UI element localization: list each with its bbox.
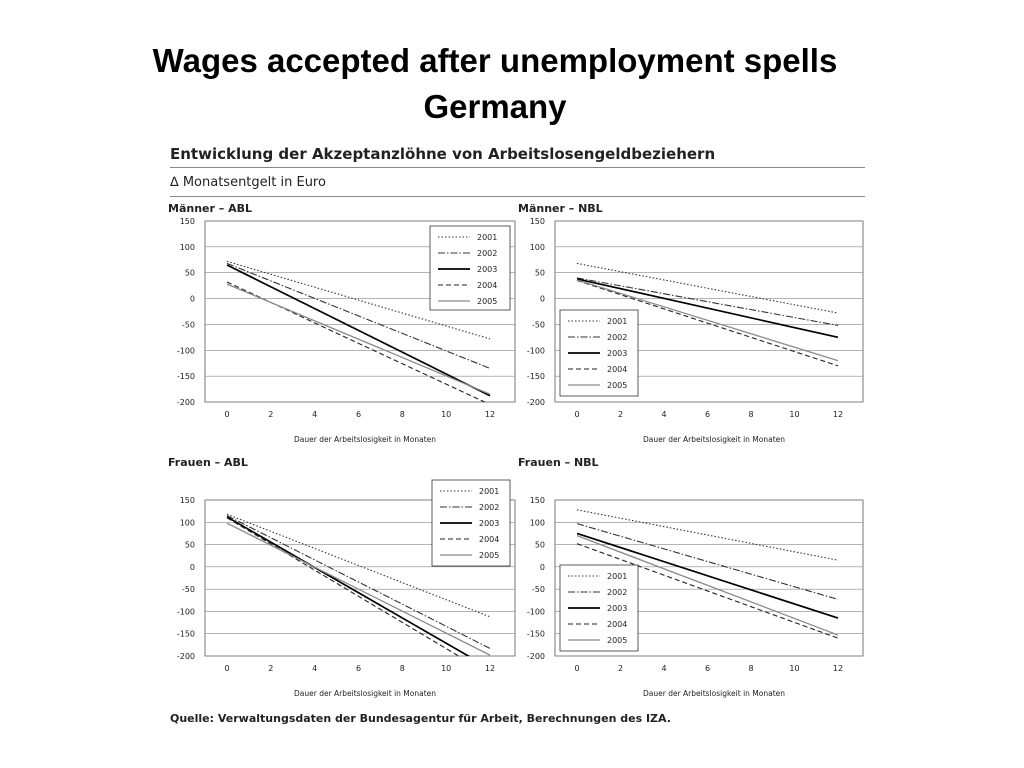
y-tick-label: -50 (181, 320, 195, 330)
y-tick-label: 100 (529, 518, 545, 528)
y-tick-label: -50 (181, 585, 195, 595)
legend-label-2005: 2005 (607, 381, 628, 390)
x-tick-label: 2 (268, 410, 274, 419)
y-tick-label: -150 (526, 629, 545, 639)
panel-title: Männer – ABL (168, 202, 252, 215)
x-tick-label: 12 (832, 410, 844, 419)
x-axis-label: Dauer der Arbeitslosigkeit in Monaten (642, 689, 786, 698)
y-tick-label: 100 (179, 242, 195, 252)
y-tick-label: 150 (179, 217, 195, 226)
legend-label-2004: 2004 (479, 535, 500, 544)
y-tick-label: 150 (529, 217, 545, 226)
x-tick-label: 8 (748, 664, 754, 673)
y-tick-label: 100 (179, 518, 195, 528)
y-tick-label: -100 (526, 346, 545, 356)
x-tick-label: 12 (484, 410, 496, 419)
y-tick-label: 0 (539, 294, 545, 304)
y-tick-label: -150 (526, 372, 545, 382)
legend-label-2001: 2001 (477, 233, 498, 242)
x-tick-label: 2 (268, 664, 274, 673)
x-tick-label: 4 (661, 410, 667, 419)
x-axis-label: Dauer der Arbeitslosigkeit in Monaten (642, 435, 786, 444)
x-tick-label: 0 (574, 410, 580, 419)
legend-label-2001: 2001 (607, 317, 628, 326)
x-tick-label: 12 (484, 664, 496, 673)
x-tick-label: 6 (704, 410, 711, 419)
y-tick-label: 150 (529, 496, 545, 505)
x-tick-label: 2 (617, 664, 624, 673)
panel-title: Frauen – NBL (518, 456, 599, 469)
x-tick-label: 6 (704, 664, 711, 673)
y-tick-label: 100 (529, 242, 545, 252)
legend-label-2002: 2002 (607, 333, 628, 342)
legend (430, 226, 510, 310)
chart-panel-3 (168, 456, 515, 698)
legend-label-2002: 2002 (607, 588, 628, 597)
slide-title-line2: Germany (423, 88, 567, 125)
y-tick-label: -200 (176, 652, 195, 661)
y-tick-label: 50 (184, 540, 195, 550)
y-tick-label: -100 (176, 607, 195, 617)
x-tick-label: 2 (617, 410, 624, 419)
x-tick-label: 10 (789, 664, 800, 673)
y-tick-label: -100 (176, 346, 195, 356)
y-tick-label: 50 (534, 540, 545, 550)
legend-label-2004: 2004 (477, 281, 498, 290)
x-axis-label: Dauer der Arbeitslosigkeit in Monaten (293, 689, 437, 698)
y-tick-label: 50 (184, 268, 195, 278)
legend-label-2004: 2004 (607, 365, 628, 374)
x-tick-label: 6 (355, 410, 362, 419)
y-tick-label: -150 (176, 372, 195, 382)
y-tick-label: 150 (179, 496, 195, 505)
legend-label-2003: 2003 (477, 265, 498, 274)
x-tick-label: 4 (312, 664, 318, 673)
figure-title: Entwicklung der Akzeptanzlöhne von Arbeitslosengeldbeziehern (170, 145, 716, 163)
y-tick-label: 0 (189, 562, 195, 572)
panel-title: Männer – NBL (518, 202, 603, 215)
x-tick-label: 0 (224, 410, 230, 419)
x-tick-label: 8 (399, 664, 405, 673)
legend-label-2004: 2004 (607, 620, 628, 629)
y-tick-label: -200 (526, 652, 545, 661)
y-tick-label: -200 (526, 398, 545, 407)
x-tick-label: 10 (441, 410, 452, 419)
x-tick-label: 12 (832, 664, 844, 673)
legend-label-2005: 2005 (607, 636, 628, 645)
legend-label-2003: 2003 (607, 349, 628, 358)
chart-panel-2 (518, 202, 863, 444)
x-tick-label: 8 (748, 410, 754, 419)
y-tick-label: 0 (539, 562, 545, 572)
legend-label-2003: 2003 (607, 604, 628, 613)
legend (560, 310, 638, 396)
legend-box (430, 226, 510, 310)
legend-label-2002: 2002 (477, 249, 498, 258)
x-axis-label: Dauer der Arbeitslosigkeit in Monaten (293, 435, 437, 444)
legend (432, 480, 510, 566)
y-tick-label: -50 (531, 585, 545, 595)
legend-label-2001: 2001 (607, 572, 628, 581)
y-tick-label: -150 (176, 629, 195, 639)
legend-label-2005: 2005 (479, 551, 500, 560)
panel-title: Frauen – ABL (168, 456, 248, 469)
y-tick-label: 50 (534, 268, 545, 278)
legend-label-2005: 2005 (477, 297, 498, 306)
slide-title-line1: Wages accepted after unemployment spells (152, 42, 838, 79)
x-tick-label: 8 (399, 410, 405, 419)
x-tick-label: 4 (312, 410, 318, 419)
x-tick-label: 10 (789, 410, 800, 419)
x-tick-label: 0 (224, 664, 230, 673)
figure-subtitle: ∆ Monatsentgelt in Euro (170, 175, 326, 190)
chart-panel-1 (168, 202, 515, 444)
figure-source: Quelle: Verwaltungsdaten der Bundesagentur für Arbeit, Berechnungen des IZA. (170, 712, 671, 725)
legend-label-2001: 2001 (479, 487, 500, 496)
y-tick-label: -100 (526, 607, 545, 617)
legend (560, 565, 638, 651)
x-tick-label: 6 (355, 664, 362, 673)
legend-label-2003: 2003 (479, 519, 500, 528)
x-tick-label: 10 (441, 664, 452, 673)
x-tick-label: 4 (661, 664, 667, 673)
y-tick-label: 0 (189, 294, 195, 304)
y-tick-label: -200 (176, 398, 195, 407)
y-tick-label: -50 (531, 320, 545, 330)
chart-panel-4 (518, 456, 863, 698)
legend-label-2002: 2002 (479, 503, 500, 512)
x-tick-label: 0 (574, 664, 580, 673)
